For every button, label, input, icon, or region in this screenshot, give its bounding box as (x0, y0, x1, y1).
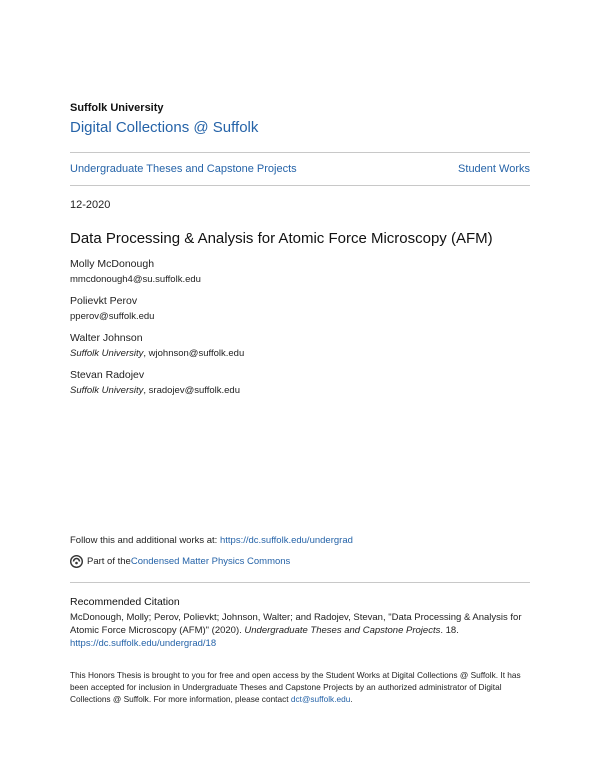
publication-date: 12-2020 (70, 199, 111, 211)
author-email: mmcdonough4@su.suffolk.edu (70, 274, 201, 285)
contact-email-link[interactable]: dct@suffolk.edu (290, 694, 351, 704)
part-of-prefix: Part of the (87, 556, 131, 567)
author-affiliation-line: Suffolk University, wjohnson@suffolk.edu (70, 348, 245, 359)
author-entry (70, 368, 240, 398)
author-email: pperov@suffolk.edu (70, 311, 155, 322)
collection-link[interactable]: Undergraduate Theses and Capstone Projects (70, 163, 297, 175)
author-name: Polievkt Perov (70, 295, 138, 307)
author-name: Molly McDonough (70, 258, 155, 270)
student-works-link[interactable]: Student Works (458, 163, 530, 175)
citation-text (70, 611, 530, 650)
author-name: Walter Johnson (70, 332, 143, 344)
author-entry (70, 294, 154, 324)
follow-line (70, 535, 353, 546)
follow-url-link[interactable]: https://dc.suffolk.edu/undergrad (219, 535, 353, 546)
author-email: wjohnson@suffolk.edu (148, 348, 245, 359)
author-name: Stevan Radojev (70, 369, 145, 381)
notice-text: This Honors Thesis is brought to you for free and open access by the Student Works at Digital Collections @ Suffolk. It has been accepted for inclusion in Undergraduate Theses and Capstone Projects by an authorized administrator of Digital Collections @ Suffolk. For more information, please contact (70, 670, 521, 704)
author-entry (70, 257, 201, 287)
document-title: Data Processing & Analysis for Atomic Force Microscopy (AFM) (70, 230, 493, 247)
citation-series: Undergraduate Theses and Capstone Projects (244, 625, 441, 636)
digital-collections-link[interactable]: Digital Collections @ Suffolk (70, 119, 259, 136)
citation-url-link[interactable]: https://dc.suffolk.edu/undergrad/18 (70, 638, 217, 649)
university-name: Suffolk University (70, 102, 164, 114)
author-affiliation: Suffolk University (70, 385, 144, 396)
author-affiliation-line: Suffolk University, sradojev@suffolk.edu (70, 385, 240, 396)
citation-number: . 18. (440, 625, 459, 636)
commons-link[interactable]: Condensed Matter Physics Commons (130, 556, 291, 567)
divider-top (70, 152, 530, 153)
part-of-line (70, 555, 290, 568)
author-affiliation: Suffolk University (70, 348, 144, 359)
author-email: sradojev@suffolk.edu (148, 385, 240, 396)
open-access-icon (70, 555, 83, 568)
citation-body: McDonough, Molly; Perov, Polievkt; Johnson, Walter; and Radojev, Stevan, "Data Processing & Analysis for Atomic Force Microscopy (AFM)" (2020). (70, 612, 522, 636)
divider-citation (70, 582, 530, 583)
citation-heading: Recommended Citation (70, 596, 180, 608)
notice-end: . (350, 694, 353, 704)
follow-prefix: Follow this and additional works at: (70, 535, 220, 546)
divider-bottom (70, 185, 530, 186)
open-access-notice (70, 669, 530, 705)
author-entry (70, 331, 244, 361)
